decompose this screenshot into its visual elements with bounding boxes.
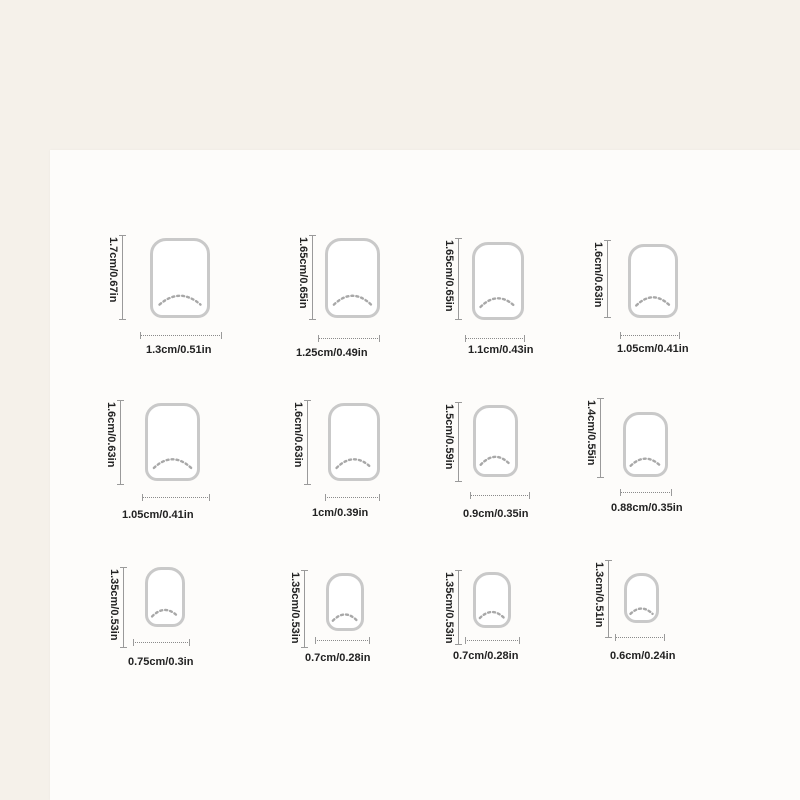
- width-label: 1.3cm/0.51in: [146, 344, 212, 356]
- height-label: 1.65cm/0.65in: [297, 237, 309, 309]
- nail-outline: [145, 567, 185, 627]
- nail-outline: [473, 405, 518, 477]
- height-label: 1.35cm/0.53in: [443, 572, 455, 644]
- nail-outline: [150, 238, 210, 318]
- french-tip-dotted-line: [475, 245, 521, 317]
- width-measure-line: [615, 637, 665, 638]
- nail-outline: [328, 403, 380, 481]
- width-label: 1.05cm/0.41in: [617, 343, 689, 355]
- width-label: 0.7cm/0.28in: [305, 652, 371, 664]
- height-measure-line: [458, 238, 459, 320]
- height-measure-line: [122, 235, 123, 320]
- nail-outline: [326, 573, 364, 631]
- width-measure-line: [133, 642, 190, 643]
- height-measure-line: [307, 400, 308, 485]
- french-tip-dotted-line: [148, 570, 182, 624]
- french-tip-dotted-line: [476, 408, 515, 474]
- height-label: 1.5cm/0.59in: [443, 404, 455, 470]
- nail-outline: [145, 403, 200, 481]
- width-label: 0.75cm/0.3in: [128, 656, 194, 668]
- french-tip-dotted-line: [153, 241, 207, 315]
- height-label: 1.6cm/0.63in: [292, 402, 304, 468]
- width-label: 1.05cm/0.41in: [122, 509, 194, 521]
- nail-outline: [325, 238, 380, 318]
- height-measure-line: [120, 400, 121, 485]
- nail-outline: [472, 242, 524, 320]
- width-measure-line: [142, 497, 210, 498]
- height-label: 1.4cm/0.55in: [585, 400, 597, 466]
- height-label: 1.35cm/0.53in: [289, 572, 301, 644]
- width-measure-line: [140, 335, 222, 336]
- width-measure-line: [465, 640, 520, 641]
- width-label: 1.25cm/0.49in: [296, 347, 368, 359]
- height-measure-line: [458, 570, 459, 645]
- width-label: 0.9cm/0.35in: [463, 508, 529, 520]
- height-label: 1.65cm/0.65in: [443, 240, 455, 312]
- french-tip-dotted-line: [331, 406, 377, 478]
- height-label: 1.7cm/0.67in: [107, 237, 119, 303]
- width-measure-line: [465, 338, 525, 339]
- french-tip-dotted-line: [148, 406, 197, 478]
- width-label: 1.1cm/0.43in: [468, 344, 534, 356]
- french-tip-dotted-line: [626, 415, 665, 474]
- nail-outline: [624, 573, 659, 623]
- french-tip-dotted-line: [329, 576, 361, 628]
- width-label: 0.88cm/0.35in: [611, 502, 683, 514]
- nail-outline: [628, 244, 678, 318]
- french-tip-dotted-line: [328, 241, 377, 315]
- width-measure-line: [315, 640, 370, 641]
- width-label: 0.6cm/0.24in: [610, 650, 676, 662]
- height-measure-line: [312, 235, 313, 320]
- width-label: 0.7cm/0.28in: [453, 650, 519, 662]
- nail-outline: [623, 412, 668, 477]
- height-measure-line: [304, 570, 305, 648]
- height-measure-line: [458, 402, 459, 482]
- french-tip-dotted-line: [476, 575, 508, 625]
- height-measure-line: [608, 560, 609, 638]
- width-label: 1cm/0.39in: [312, 507, 369, 519]
- width-measure-line: [325, 497, 380, 498]
- height-label: 1.6cm/0.63in: [105, 402, 117, 468]
- french-tip-dotted-line: [631, 247, 675, 315]
- height-label: 1.35cm/0.53in: [108, 569, 120, 641]
- height-measure-line: [123, 567, 124, 648]
- height-label: 1.3cm/0.51in: [593, 562, 605, 628]
- width-measure-line: [620, 335, 680, 336]
- height-measure-line: [600, 398, 601, 478]
- width-measure-line: [620, 492, 672, 493]
- width-measure-line: [470, 495, 530, 496]
- nail-outline: [473, 572, 511, 628]
- height-measure-line: [607, 240, 608, 318]
- height-label: 1.6cm/0.63in: [592, 242, 604, 308]
- french-tip-dotted-line: [627, 576, 656, 620]
- width-measure-line: [318, 338, 380, 339]
